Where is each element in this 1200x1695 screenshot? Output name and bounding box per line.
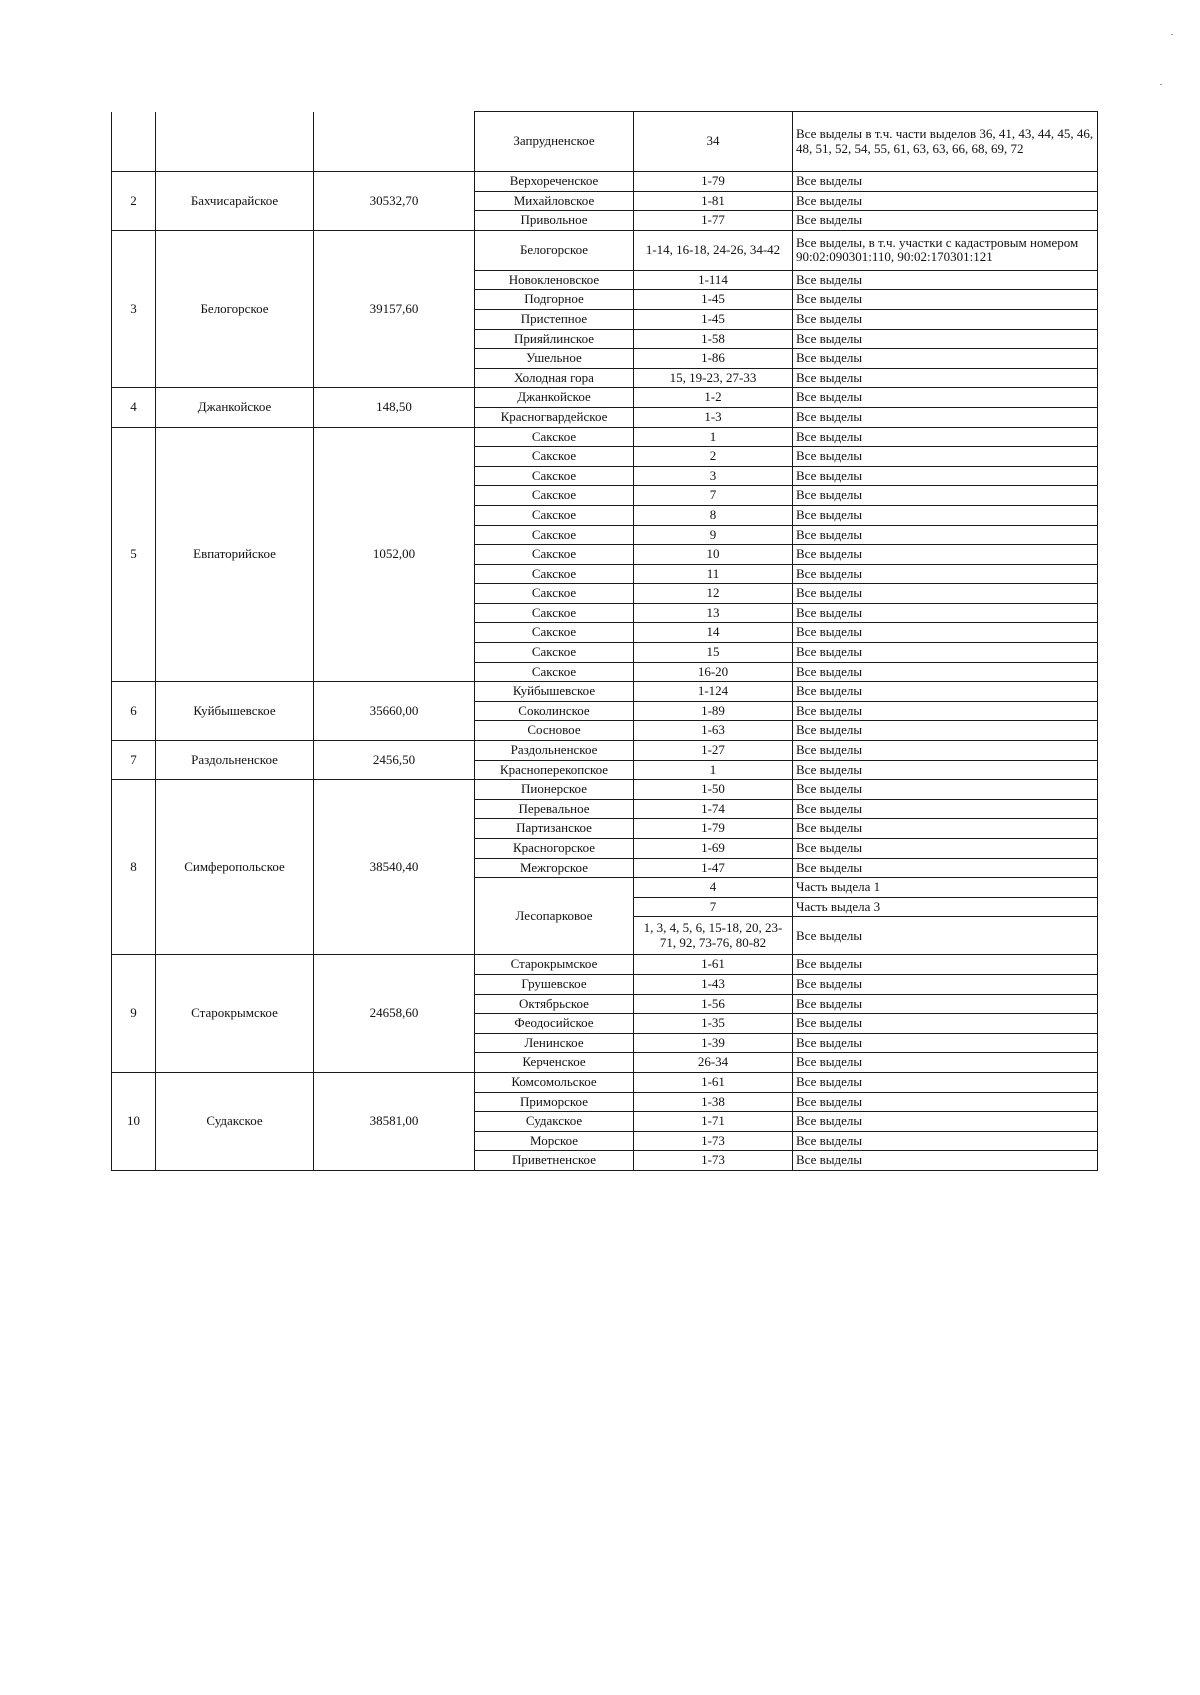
forestry-cell: Краснoперекопское <box>475 760 634 780</box>
note-cell: Все выделы <box>793 623 1098 643</box>
district-cell: Раздольненское <box>156 741 314 780</box>
note-cell: Все выделы <box>793 290 1098 310</box>
quarters-cell: 1-61 <box>634 1072 793 1092</box>
table-row <box>112 780 1098 800</box>
forestry-cell: Грушевское <box>475 974 634 994</box>
district-cell: Старокрымское <box>156 955 314 1073</box>
quarters-cell: 1-45 <box>634 309 793 329</box>
quarters-cell: 1-86 <box>634 349 793 369</box>
quarters-cell: 2 <box>634 447 793 467</box>
forestry-cell: Пионерское <box>475 780 634 800</box>
row-number-cell: 8 <box>112 780 156 955</box>
table-row <box>112 230 1098 270</box>
forestry-cell: Сакское <box>475 545 634 565</box>
forestry-cell: Сакское <box>475 486 634 506</box>
table-row <box>112 955 1098 975</box>
quarters-cell: 1-69 <box>634 839 793 859</box>
forestry-cell: Новокленовское <box>475 270 634 290</box>
quarters-cell: 9 <box>634 525 793 545</box>
quarters-cell: 1-81 <box>634 191 793 211</box>
forestry-cell: Сакское <box>475 564 634 584</box>
note-cell: Все выделы <box>793 388 1098 408</box>
table-row <box>112 741 1098 761</box>
forestry-cell: Соколинское <box>475 701 634 721</box>
area-cell: 38581,00 <box>314 1072 475 1170</box>
quarters-cell: 1-71 <box>634 1112 793 1132</box>
row-number-cell: 2 <box>112 172 156 231</box>
note-cell: Все выделы <box>793 603 1098 623</box>
scan-speck <box>1171 34 1173 35</box>
note-cell: Все выделы <box>793 1072 1098 1092</box>
note-cell: Все выделы <box>793 955 1098 975</box>
quarters-cell: 15, 19-23, 27-33 <box>634 368 793 388</box>
district-cell: Симферопольское <box>156 780 314 955</box>
area-cell: 30532,70 <box>314 172 475 231</box>
table-row <box>112 388 1098 408</box>
district-cell: Евпаторийское <box>156 427 314 682</box>
forestry-cell: Сосновое <box>475 721 634 741</box>
note-cell: Все выделы <box>793 701 1098 721</box>
district-cell: Куйбышевское <box>156 682 314 741</box>
forestry-cell: Джанкойское <box>475 388 634 408</box>
forestry-cell: Верхореченское <box>475 172 634 192</box>
quarters-cell: 4 <box>634 878 793 898</box>
note-cell: Все выделы <box>793 270 1098 290</box>
quarters-cell: 26-34 <box>634 1053 793 1073</box>
note-cell: Все выделы в т.ч. части выделов 36, 41, 43, 44, 45, 46, 48, 51, 52, 54, 55, 61, 63, 63, 66, 68, 69, 72 <box>793 112 1098 172</box>
note-cell: Все выделы <box>793 407 1098 427</box>
quarters-cell: 1-58 <box>634 329 793 349</box>
table-row <box>112 112 1098 172</box>
area-cell: 38540,40 <box>314 780 475 955</box>
row-number-cell: 6 <box>112 682 156 741</box>
note-cell: Все выделы <box>793 1112 1098 1132</box>
forestry-cell: Сакское <box>475 525 634 545</box>
area-cell: 24658,60 <box>314 955 475 1073</box>
forestry-cell: Сакское <box>475 603 634 623</box>
note-cell: Все выделы <box>793 1131 1098 1151</box>
forestry-cell: Привeтненское <box>475 1151 634 1171</box>
quarters-cell: 3 <box>634 466 793 486</box>
forestry-cell: Запрудненское <box>475 112 634 172</box>
forestry-cell: Михайловское <box>475 191 634 211</box>
row-number-cell: 3 <box>112 230 156 388</box>
forestry-cell: Приморское <box>475 1092 634 1112</box>
area-cell: 1052,00 <box>314 427 475 682</box>
quarters-cell: 1, 3, 4, 5, 6, 15-18, 20, 23-71, 92, 73-76, 80-82 <box>634 917 793 955</box>
forestry-cell: Керченское <box>475 1053 634 1073</box>
note-cell: Все выделы <box>793 974 1098 994</box>
note-cell: Все выделы <box>793 760 1098 780</box>
area-cell: 2456,50 <box>314 741 475 780</box>
quarters-cell: 10 <box>634 545 793 565</box>
district-cell: Судакское <box>156 1072 314 1170</box>
forestry-cell: Куйбышевское <box>475 682 634 702</box>
quarters-cell: 1-43 <box>634 974 793 994</box>
district-cell <box>156 112 314 172</box>
note-cell: Все выделы <box>793 1151 1098 1171</box>
table-row <box>112 172 1098 192</box>
note-cell: Все выделы <box>793 682 1098 702</box>
quarters-cell: 11 <box>634 564 793 584</box>
quarters-cell: 1-73 <box>634 1151 793 1171</box>
quarters-cell: 1-74 <box>634 799 793 819</box>
forestry-cell: Феодосийское <box>475 1014 634 1034</box>
forestry-cell: Октябрьское <box>475 994 634 1014</box>
note-cell: Все выделы <box>793 329 1098 349</box>
note-cell: Все выделы <box>793 839 1098 859</box>
area-cell: 39157,60 <box>314 230 475 388</box>
forestry-cell: Сакское <box>475 623 634 643</box>
quarters-cell: 1-27 <box>634 741 793 761</box>
note-cell: Все выделы <box>793 368 1098 388</box>
note-cell: Все выделы <box>793 564 1098 584</box>
table-row <box>112 682 1098 702</box>
note-cell: Все выделы <box>793 1014 1098 1034</box>
table-row <box>112 1072 1098 1092</box>
forestry-cell: Межгорское <box>475 858 634 878</box>
note-cell: Все выделы <box>793 525 1098 545</box>
note-cell: Все выделы <box>793 858 1098 878</box>
note-cell: Часть выдела 3 <box>793 897 1098 917</box>
forestry-cell: Партизанское <box>475 819 634 839</box>
note-cell: Все выделы <box>793 545 1098 565</box>
note-cell: Все выделы <box>793 486 1098 506</box>
note-cell: Все выделы <box>793 427 1098 447</box>
scan-speck <box>1160 84 1162 85</box>
quarters-cell: 1-61 <box>634 955 793 975</box>
quarters-cell: 7 <box>634 897 793 917</box>
forestry-cell: Морское <box>475 1131 634 1151</box>
quarters-cell: 1-50 <box>634 780 793 800</box>
quarters-cell: 1-47 <box>634 858 793 878</box>
forestry-cell: Красногорское <box>475 839 634 859</box>
quarters-cell: 1-79 <box>634 819 793 839</box>
forestry-cell: Ушельное <box>475 349 634 369</box>
quarters-cell: 1-89 <box>634 701 793 721</box>
quarters-cell: 1-77 <box>634 211 793 231</box>
row-number-cell: 9 <box>112 955 156 1073</box>
district-cell: Бахчисарайское <box>156 172 314 231</box>
quarters-cell: 1-56 <box>634 994 793 1014</box>
note-cell: Все выделы <box>793 662 1098 682</box>
note-cell: Все выделы <box>793 799 1098 819</box>
quarters-cell: 12 <box>634 584 793 604</box>
quarters-cell: 1-124 <box>634 682 793 702</box>
quarters-cell: 1-14, 16-18, 24-26, 34-42 <box>634 230 793 270</box>
forestry-cell: Перевальное <box>475 799 634 819</box>
district-cell: Джанкойское <box>156 388 314 427</box>
note-cell: Все выделы <box>793 994 1098 1014</box>
note-cell: Все выделы <box>793 721 1098 741</box>
forestry-cell: Судакское <box>475 1112 634 1132</box>
quarters-cell: 1-114 <box>634 270 793 290</box>
note-cell: Все выделы <box>793 1053 1098 1073</box>
forestry-cell: Сакское <box>475 662 634 682</box>
note-cell: Часть выдела 1 <box>793 878 1098 898</box>
quarters-cell: 1-39 <box>634 1033 793 1053</box>
note-cell: Все выделы <box>793 309 1098 329</box>
forestry-cell: Сакское <box>475 505 634 525</box>
note-cell: Все выделы <box>793 191 1098 211</box>
row-number-cell <box>112 112 156 172</box>
note-cell: Все выделы <box>793 349 1098 369</box>
quarters-cell: 15 <box>634 643 793 663</box>
forestry-cell: Холодная гора <box>475 368 634 388</box>
note-cell: Все выделы <box>793 917 1098 955</box>
note-cell: Все выделы <box>793 741 1098 761</box>
quarters-cell: 14 <box>634 623 793 643</box>
row-number-cell: 7 <box>112 741 156 780</box>
note-cell: Все выделы <box>793 211 1098 231</box>
note-cell: Все выделы <box>793 1092 1098 1112</box>
forestry-cell: Привольное <box>475 211 634 231</box>
district-cell: Белогорское <box>156 230 314 388</box>
row-number-cell: 4 <box>112 388 156 427</box>
quarters-cell: 1-45 <box>634 290 793 310</box>
area-cell: 35660,00 <box>314 682 475 741</box>
note-cell: Все выделы <box>793 1033 1098 1053</box>
note-cell: Все выделы <box>793 643 1098 663</box>
quarters-cell: 34 <box>634 112 793 172</box>
quarters-cell: 1-35 <box>634 1014 793 1034</box>
quarters-cell: 1-3 <box>634 407 793 427</box>
forestry-table <box>111 111 1098 1171</box>
quarters-cell: 1-38 <box>634 1092 793 1112</box>
note-cell: Все выделы <box>793 172 1098 192</box>
note-cell: Все выделы <box>793 505 1098 525</box>
forestry-cell: Сакское <box>475 643 634 663</box>
forestry-cell: Сакское <box>475 447 634 467</box>
row-number-cell: 10 <box>112 1072 156 1170</box>
quarters-cell: 7 <box>634 486 793 506</box>
quarters-cell: 16-20 <box>634 662 793 682</box>
note-cell: Все выделы <box>793 584 1098 604</box>
forestry-cell: Прияйлинское <box>475 329 634 349</box>
quarters-cell: 1 <box>634 427 793 447</box>
quarters-cell: 8 <box>634 505 793 525</box>
note-cell: Все выделы <box>793 466 1098 486</box>
row-number-cell: 5 <box>112 427 156 682</box>
forestry-cell: Красногвардейское <box>475 407 634 427</box>
area-cell <box>314 112 475 172</box>
quarters-cell: 13 <box>634 603 793 623</box>
note-cell: Все выделы <box>793 447 1098 467</box>
quarters-cell: 1-73 <box>634 1131 793 1151</box>
note-cell: Все выделы <box>793 819 1098 839</box>
note-cell: Все выделы <box>793 780 1098 800</box>
forestry-cell: Старокрымское <box>475 955 634 975</box>
forestry-cell: Комсомольское <box>475 1072 634 1092</box>
forestry-cell: Сакское <box>475 466 634 486</box>
forestry-cell: Лесопарковое <box>475 878 634 955</box>
quarters-cell: 1-2 <box>634 388 793 408</box>
forestry-cell: Белогорское <box>475 230 634 270</box>
quarters-cell: 1 <box>634 760 793 780</box>
forestry-cell: Раздольненское <box>475 741 634 761</box>
note-cell: Все выделы, в т.ч. участки с кадастровым номером 90:02:090301:110, 90:02:170301:121 <box>793 230 1098 270</box>
quarters-cell: 1-79 <box>634 172 793 192</box>
forestry-cell: Пристепное <box>475 309 634 329</box>
quarters-cell: 1-63 <box>634 721 793 741</box>
forestry-cell: Подгорное <box>475 290 634 310</box>
forestry-cell: Ленинское <box>475 1033 634 1053</box>
table-row <box>112 427 1098 447</box>
area-cell: 148,50 <box>314 388 475 427</box>
forestry-cell: Сакское <box>475 584 634 604</box>
forestry-cell: Сакское <box>475 427 634 447</box>
